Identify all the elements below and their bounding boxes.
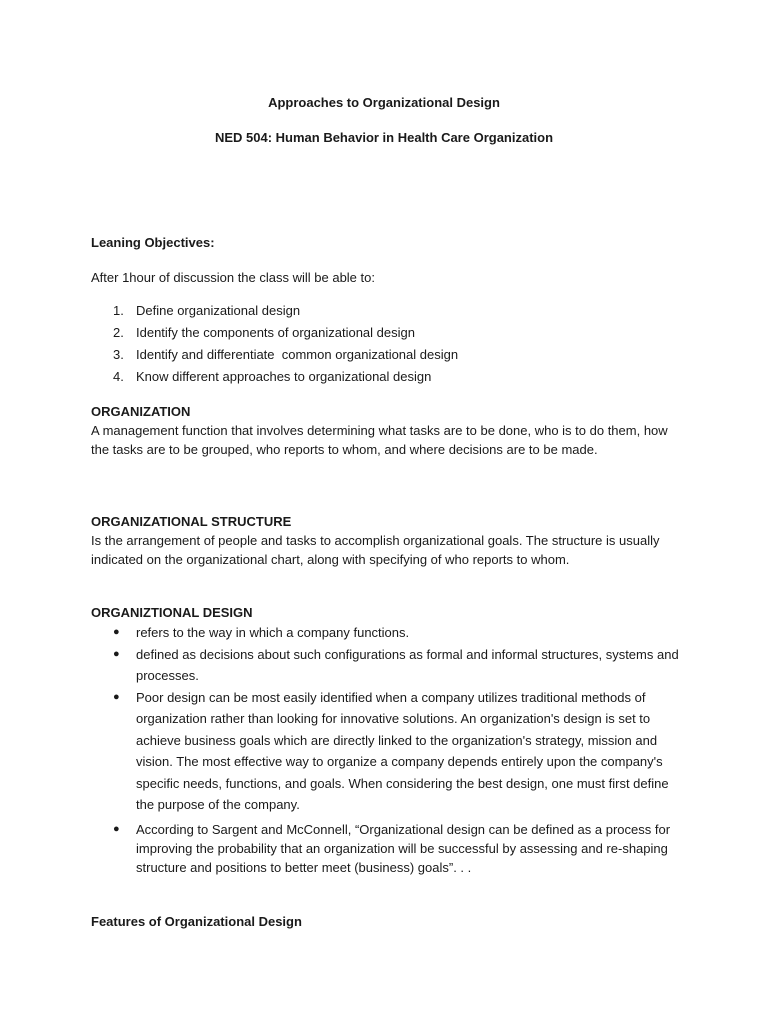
list-item xyxy=(91,820,683,877)
list-item-text: Know different approaches to organizational design xyxy=(136,369,432,384)
document-title: Approaches to Organizational Design xyxy=(268,95,500,110)
course-title: NED 504: Human Behavior in Health Care Organization xyxy=(214,130,554,145)
structure-heading: ORGANIZATIONAL STRUCTURE xyxy=(91,514,292,529)
design-bullet-list-continued xyxy=(91,820,683,877)
list-item-text: refers to the way in which a company functions. xyxy=(136,625,410,640)
list-item xyxy=(91,687,683,816)
objectives-intro: After 1hour of discussion the class will be able to: xyxy=(91,270,375,285)
list-item xyxy=(91,622,683,644)
list-item-text: Identify and differentiate common organizational design xyxy=(136,347,459,362)
bullet-icon: ● xyxy=(113,823,120,835)
objectives-heading: Leaning Objectives: xyxy=(91,235,215,250)
features-heading: Features of Organizational Design xyxy=(91,914,302,929)
design-heading: ORGANIZTIONAL DESIGN xyxy=(91,605,253,620)
bullet-icon: ● xyxy=(113,690,120,703)
list-item-number: 3. xyxy=(113,347,124,362)
list-item-text: According to Sargent and McConnell, “Organizational design can be defined as a process for improving the probability that an organization will be successful by assessing and re-shaping structure and positions to better meet (business) goals”. . . xyxy=(136,822,671,875)
list-item-number: 1. xyxy=(113,303,124,318)
design-bullet-list xyxy=(91,622,683,816)
organization-heading: ORGANIZATION xyxy=(91,404,191,419)
list-item-text: defined as decisions about such configurations as formal and informal structures, systems and processes. xyxy=(136,646,679,683)
organization-definition: A management function that involves determining what tasks are to be done, who is to do them, how the tasks are to be grouped, who reports to whom, and where decisions are to be made. xyxy=(91,423,668,457)
list-item-number: 4. xyxy=(113,369,124,384)
list-item-text: Poor design can be most easily identified when a company utilizes traditional methods of organization rather than looking for innovative solutions. An organization's design is set to achieve business goals which are directly linked to the organization's strategy, mission and vision. The most effective way to organize a company depends entirely upon the company's specific needs, functions, and goals. When considering the best design, one must first define the purpose of the company. xyxy=(136,689,669,812)
structure-definition: Is the arrangement of people and tasks to accomplish organizational goals. The structure is usually indicated on the organizational chart, along with specifying of who reports to whom. xyxy=(91,533,660,567)
list-item-text: Identify the components of organizational design xyxy=(136,325,415,340)
list-item-number: 2. xyxy=(113,325,124,340)
bullet-icon: ● xyxy=(113,626,120,638)
list-item-text: Define organizational design xyxy=(136,303,301,318)
list-item xyxy=(91,644,683,687)
bullet-icon: ● xyxy=(113,647,120,660)
